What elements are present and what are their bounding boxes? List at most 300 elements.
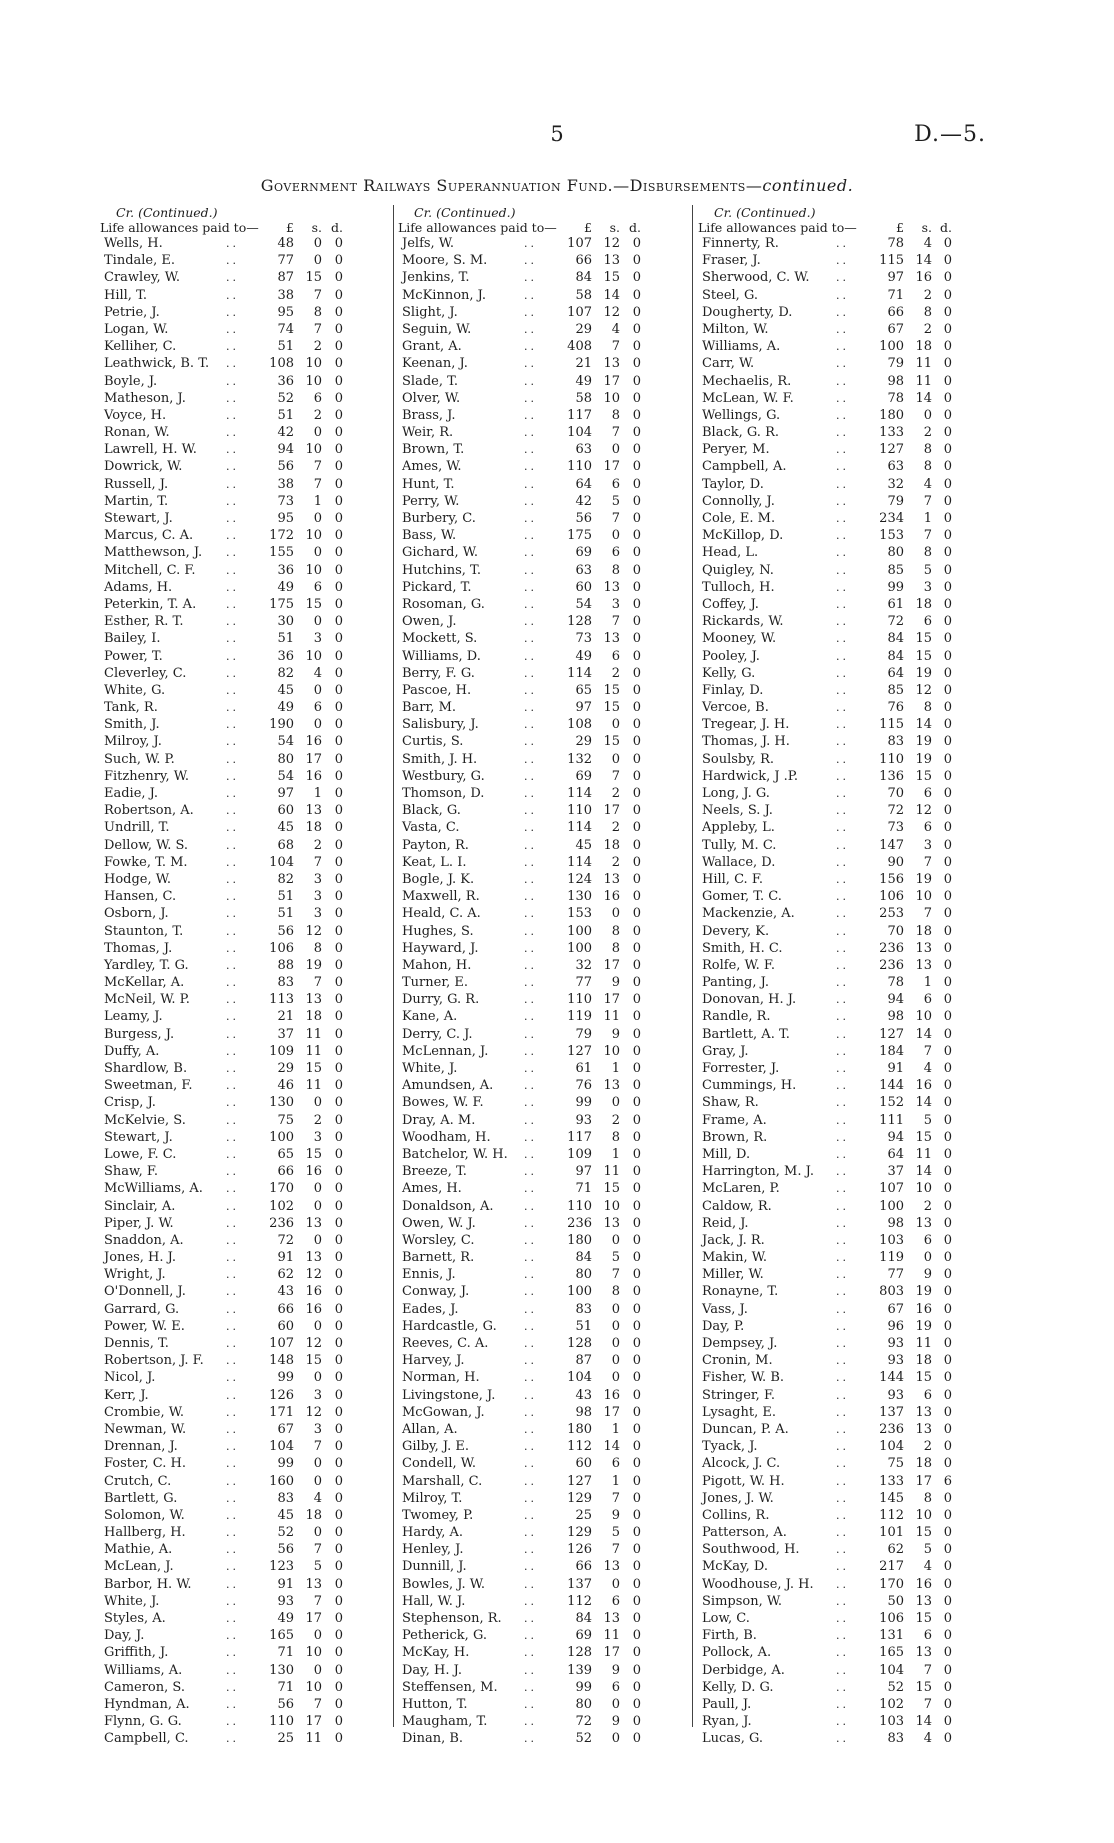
amount-shillings: 15	[305, 1353, 322, 1369]
amount-pounds: 36	[277, 648, 294, 664]
title-main: Government Railways Superannuation Fund.—Disbursements—	[260, 176, 763, 195]
amount-pounds: 160	[269, 1473, 294, 1489]
leader-dots: ..	[226, 1577, 239, 1591]
amount-pence: 0	[334, 768, 343, 784]
amount-pounds: 155	[269, 545, 294, 561]
amount-pence: 0	[334, 837, 343, 853]
allowance-row	[398, 1730, 686, 1747]
leader-dots: ..	[524, 838, 537, 852]
amount-pence: 0	[632, 1232, 641, 1248]
amount-pounds: 114	[567, 854, 592, 870]
allowance-row	[398, 1662, 686, 1679]
leader-dots: ..	[524, 494, 537, 508]
allowance-row	[100, 269, 388, 286]
amount-pence: 0	[632, 1559, 641, 1575]
amount-pence: 0	[943, 1095, 952, 1111]
recipient-name: Gomer, T. C.	[702, 889, 782, 905]
allowance-row	[398, 1283, 686, 1300]
recipient-name: Petrie, J.	[104, 304, 160, 320]
allowance-row	[398, 768, 686, 785]
amount-pounds: 60	[277, 803, 294, 819]
amount-pence: 0	[943, 253, 952, 269]
allowance-row	[398, 871, 686, 888]
amount-shillings: 1	[611, 1421, 620, 1437]
amount-pounds: 83	[887, 1731, 904, 1747]
amount-shillings: 3	[313, 871, 322, 887]
allowance-row	[698, 940, 1000, 957]
amount-shillings: 0	[611, 906, 620, 922]
amount-pence: 0	[943, 631, 952, 647]
leader-dots: ..	[524, 958, 537, 972]
amount-shillings: 13	[915, 1645, 932, 1661]
recipient-name: Petherick, G.	[402, 1628, 487, 1644]
leader-dots: ..	[226, 752, 239, 766]
leader-dots: ..	[524, 288, 537, 302]
amount-shillings: 18	[603, 837, 620, 853]
recipient-name: Rosoman, G.	[402, 596, 485, 612]
amount-shillings: 18	[305, 1507, 322, 1523]
amount-pence: 0	[943, 1112, 952, 1128]
amount-pence: 0	[943, 1439, 952, 1455]
recipient-name: Hardy, A.	[402, 1525, 464, 1541]
allowance-row	[698, 1026, 1000, 1043]
recipient-name: Griffith, J.	[104, 1645, 169, 1661]
amount-pounds: 84	[575, 1611, 592, 1626]
recipient-name: Tank, R.	[104, 700, 158, 716]
recipient-name: Wright, J.	[104, 1267, 166, 1283]
allowance-row	[698, 1404, 1000, 1421]
recipient-name: Peterkin, T. A.	[104, 596, 197, 612]
amount-pounds: 42	[575, 493, 592, 509]
allowance-row	[698, 235, 1000, 252]
amount-pounds: 60	[575, 579, 592, 595]
amount-pounds: 104	[567, 1370, 592, 1386]
amount-pounds: 83	[887, 734, 904, 750]
amount-pence: 0	[334, 425, 343, 441]
amount-shillings: 12	[305, 1336, 322, 1351]
amount-shillings: 0	[611, 1232, 620, 1248]
recipient-name: Barr, M.	[402, 700, 457, 716]
leader-dots: ..	[226, 1233, 239, 1247]
amount-shillings: 1	[923, 975, 932, 991]
allowance-row	[698, 751, 1000, 768]
amount-shillings: 13	[915, 1215, 932, 1231]
recipient-name: Lysaght, E.	[702, 1404, 776, 1420]
amount-shillings: 18	[305, 820, 322, 836]
column-subheading	[398, 220, 686, 235]
recipient-name: Norman, H.	[402, 1370, 480, 1386]
recipient-name: Hutton, T.	[402, 1696, 468, 1712]
leader-dots: ..	[226, 391, 239, 405]
amount-pounds: 38	[277, 287, 294, 303]
amount-shillings: 6	[611, 648, 620, 664]
amount-shillings: 17	[305, 1611, 322, 1626]
amount-pence: 0	[943, 1645, 952, 1661]
recipient-name: Hutchins, T.	[402, 562, 481, 578]
recipient-name: Pigott, W. H.	[702, 1473, 785, 1489]
recipient-name: Stringer, F.	[702, 1387, 776, 1403]
amount-shillings: 18	[915, 1456, 932, 1472]
amount-pence: 0	[632, 940, 641, 956]
recipient-name: Vass, J.	[702, 1301, 748, 1317]
recipient-name: Turner, E.	[402, 975, 468, 991]
amount-pounds: 70	[887, 923, 904, 939]
amount-pence: 0	[632, 528, 641, 544]
recipient-name: Long, J. G.	[702, 786, 770, 801]
amount-pounds: 45	[277, 682, 294, 698]
leader-dots: ..	[226, 563, 239, 577]
recipient-name: Collins, R.	[702, 1507, 770, 1523]
leader-dots: ..	[524, 924, 537, 938]
amount-shillings: 10	[603, 1043, 620, 1059]
amount-shillings: 2	[923, 287, 932, 303]
amount-pence: 0	[334, 1593, 343, 1609]
amount-pounds: 91	[277, 1576, 294, 1592]
leader-dots: ..	[226, 271, 239, 285]
allowance-row	[698, 1094, 1000, 1111]
recipient-name: Southwood, H.	[702, 1542, 800, 1558]
leader-dots: ..	[524, 1732, 537, 1746]
amount-pence: 0	[334, 1714, 343, 1730]
amount-shillings: 17	[603, 992, 620, 1008]
recipient-name: McLaren, P.	[702, 1181, 780, 1197]
amount-pounds: 32	[575, 957, 592, 973]
amount-shillings: 2	[923, 425, 932, 441]
allowance-row	[100, 905, 388, 922]
allowance-row	[698, 665, 1000, 682]
recipient-name: Jenkins, T.	[402, 270, 470, 286]
amount-shillings: 0	[313, 425, 322, 441]
leader-dots: ..	[524, 1440, 537, 1454]
allowance-row	[398, 923, 686, 940]
amount-pence: 0	[334, 1404, 343, 1420]
recipient-name: Randle, R.	[702, 1009, 771, 1025]
amount-pence: 0	[632, 1353, 641, 1369]
amount-pence: 0	[632, 1490, 641, 1506]
amount-pence: 0	[334, 1164, 343, 1180]
amount-shillings: 15	[603, 682, 620, 698]
amount-pounds: 76	[575, 1078, 592, 1094]
leader-dots: ..	[836, 254, 849, 268]
leader-dots: ..	[524, 1612, 537, 1625]
amount-shillings: 6	[923, 786, 932, 801]
recipient-name: Gichard, W.	[402, 545, 478, 561]
allowance-row	[100, 1008, 388, 1025]
recipient-name: Brass, J.	[402, 407, 456, 423]
allowance-row	[100, 1163, 388, 1180]
allowance-row	[100, 1404, 388, 1421]
recipient-name: Day, H. J.	[402, 1662, 462, 1678]
allowance-row	[698, 1524, 1000, 1541]
amount-pounds: 82	[277, 871, 294, 887]
amount-pence: 0	[632, 579, 641, 595]
amount-shillings: 13	[305, 1576, 322, 1592]
amount-pence: 0	[334, 1095, 343, 1111]
amount-pounds: 84	[575, 1250, 592, 1266]
recipient-name: Pooley, J.	[702, 648, 760, 664]
amount-pounds: 130	[269, 1095, 294, 1111]
amount-pence: 0	[943, 1318, 952, 1334]
leader-dots: ..	[836, 597, 849, 611]
amount-pence: 0	[632, 992, 641, 1008]
column-subheading	[698, 220, 1000, 235]
recipient-name: Frame, A.	[702, 1112, 767, 1128]
recipient-name: Mechaelis, R.	[702, 373, 792, 389]
allowance-row	[398, 1421, 686, 1438]
amount-shillings: 0	[611, 717, 620, 733]
leader-dots: ..	[524, 1216, 537, 1230]
allowance-row	[698, 837, 1000, 854]
amount-pounds: 61	[887, 596, 904, 612]
amount-shillings: 19	[915, 871, 932, 887]
recipient-name: Maxwell, R.	[402, 889, 480, 905]
amount-shillings: 7	[923, 528, 932, 544]
recipient-name: Bartlett, G.	[104, 1490, 178, 1506]
amount-pence: 0	[943, 1542, 952, 1558]
amount-pence: 0	[632, 889, 641, 905]
allowance-row	[100, 1026, 388, 1043]
amount-pence: 0	[943, 356, 952, 372]
recipient-name: Voyce, H.	[104, 407, 167, 423]
amount-pounds: 126	[567, 1542, 592, 1558]
recipient-name: Ryan, J.	[702, 1714, 752, 1730]
amount-pence: 0	[632, 1473, 641, 1489]
amount-shillings: 8	[923, 545, 932, 561]
allowance-row	[698, 630, 1000, 647]
allowance-row	[698, 1644, 1000, 1661]
amount-pence: 0	[943, 1456, 952, 1472]
recipient-name: Osborn, J.	[104, 906, 169, 922]
amount-pence: 0	[334, 614, 343, 630]
amount-pounds: 54	[277, 734, 294, 750]
allowance-row	[398, 355, 686, 372]
allowance-row	[100, 1473, 388, 1490]
allowance-row	[100, 1094, 388, 1111]
amount-pence: 0	[632, 373, 641, 389]
amount-pounds: 152	[879, 1095, 904, 1111]
amount-pence: 0	[632, 1095, 641, 1111]
amount-pounds: 110	[567, 803, 592, 819]
amount-shillings: 2	[313, 1112, 322, 1128]
recipient-name: Bartlett, A. T.	[702, 1026, 790, 1042]
amount-pence: 0	[334, 906, 343, 922]
amount-pounds: 45	[277, 1507, 294, 1523]
amount-pounds: 236	[879, 940, 904, 956]
amount-shillings: 8	[923, 700, 932, 716]
leader-dots: ..	[836, 1457, 849, 1471]
recipient-name: Paull, J.	[702, 1696, 752, 1712]
shillings-header: s.	[311, 220, 322, 235]
allowance-row	[100, 1249, 388, 1266]
leader-dots: ..	[836, 632, 849, 646]
amount-pence: 0	[943, 1061, 952, 1076]
allowance-row	[398, 493, 686, 510]
amount-pounds: 144	[879, 1370, 904, 1386]
amount-shillings: 8	[611, 1284, 620, 1300]
amount-shillings: 16	[305, 1301, 322, 1317]
amount-pence: 0	[334, 1146, 343, 1162]
amount-pounds: 43	[575, 1387, 592, 1403]
amount-pounds: 60	[277, 1318, 294, 1334]
recipient-name: Nicol, J.	[104, 1370, 156, 1386]
amount-shillings: 0	[313, 682, 322, 698]
amount-pounds: 123	[269, 1559, 294, 1575]
leader-dots: ..	[524, 357, 537, 371]
recipient-name: Foster, C. H.	[104, 1456, 186, 1472]
allowance-row	[398, 630, 686, 647]
recipient-name: Milton, W.	[702, 321, 769, 337]
amount-pence: 0	[334, 975, 343, 991]
amount-pence: 0	[632, 1301, 641, 1317]
amount-shillings: 0	[611, 1696, 620, 1712]
leader-dots: ..	[226, 1457, 239, 1471]
leader-dots: ..	[524, 1543, 537, 1557]
leader-dots: ..	[226, 1027, 239, 1041]
amount-pence: 0	[632, 1387, 641, 1403]
leader-dots: ..	[836, 477, 849, 491]
recipient-name: Tully, M. C.	[702, 837, 777, 853]
pence-header: d.	[940, 220, 952, 235]
allowance-row	[100, 1524, 388, 1541]
amount-pounds: 29	[575, 734, 592, 750]
recipient-name: Snaddon, A.	[104, 1232, 184, 1248]
recipient-name: Miller, W.	[702, 1267, 764, 1283]
amount-pence: 0	[334, 1318, 343, 1334]
amount-pence: 0	[632, 545, 641, 561]
amount-pence: 0	[334, 1473, 343, 1489]
title-continued: continued.	[762, 176, 854, 195]
amount-pence: 0	[943, 682, 952, 698]
amount-shillings: 14	[915, 1095, 932, 1111]
leader-dots: ..	[226, 1560, 239, 1574]
recipient-name: Kelly, D. G.	[702, 1679, 774, 1695]
amount-pounds: 49	[277, 1611, 294, 1626]
amount-pounds: 100	[879, 1198, 904, 1214]
amount-shillings: 1	[611, 1061, 620, 1076]
amount-pence: 0	[632, 1525, 641, 1541]
leader-dots: ..	[524, 1165, 537, 1179]
amount-pence: 0	[943, 407, 952, 423]
leader-dots: ..	[524, 597, 537, 611]
recipient-name: Cole, E. M.	[702, 511, 776, 526]
amount-shillings: 13	[603, 253, 620, 269]
recipient-name: Ronayne, T.	[702, 1284, 779, 1300]
recipient-name: Ames, W.	[402, 459, 462, 475]
leader-dots: ..	[226, 1594, 239, 1608]
allowance-row	[698, 905, 1000, 922]
amount-shillings: 7	[611, 1490, 620, 1506]
allowance-row	[698, 1335, 1000, 1352]
amount-pounds: 78	[887, 975, 904, 991]
leader-dots: ..	[836, 838, 849, 852]
amount-pounds: 58	[575, 390, 592, 406]
amount-pounds: 236	[269, 1215, 294, 1231]
recipient-name: Pickard, T.	[402, 579, 472, 595]
amount-shillings: 7	[313, 1542, 322, 1558]
amount-pounds: 114	[567, 786, 592, 801]
amount-pence: 0	[632, 1129, 641, 1145]
amount-pence: 0	[334, 957, 343, 973]
amount-shillings: 17	[915, 1473, 932, 1489]
leader-dots: ..	[524, 1663, 537, 1677]
leader-dots: ..	[524, 632, 537, 646]
recipient-name: Devery, K.	[702, 923, 770, 939]
recipient-name: Cameron, S.	[104, 1679, 185, 1695]
allowance-row	[398, 733, 686, 750]
allowance-row	[100, 837, 388, 854]
amount-shillings: 7	[611, 768, 620, 784]
allowance-row	[100, 1490, 388, 1507]
allowance-row	[698, 802, 1000, 819]
recipient-name: Power, W. E.	[104, 1318, 185, 1334]
leader-dots: ..	[836, 1663, 849, 1677]
amount-pounds: 36	[277, 373, 294, 389]
allowance-row	[698, 1369, 1000, 1386]
amount-shillings: 11	[915, 1336, 932, 1351]
leader-dots: ..	[836, 1113, 849, 1127]
allowance-row	[398, 665, 686, 682]
allowance-row	[100, 1696, 388, 1713]
amount-pounds: 60	[575, 1456, 592, 1472]
amount-shillings: 6	[923, 1232, 932, 1248]
amount-shillings: 5	[611, 1525, 620, 1541]
recipient-name: Hunt, T.	[402, 476, 455, 492]
allowance-row	[398, 1696, 686, 1713]
amount-shillings: 7	[923, 1696, 932, 1712]
amount-pounds: 85	[887, 682, 904, 698]
allowance-row	[698, 871, 1000, 888]
leader-dots: ..	[836, 322, 849, 336]
amount-shillings: 15	[915, 1129, 932, 1145]
amount-shillings: 0	[923, 1250, 932, 1266]
allowance-row	[100, 544, 388, 561]
amount-pounds: 112	[567, 1593, 592, 1609]
amount-pence: 0	[334, 459, 343, 475]
recipient-name: Cummings, H.	[702, 1078, 797, 1094]
leader-dots: ..	[226, 872, 239, 886]
amount-pounds: 112	[879, 1507, 904, 1523]
amount-pence: 0	[943, 287, 952, 303]
amount-pounds: 111	[879, 1112, 904, 1128]
amount-shillings: 11	[915, 1146, 932, 1162]
leader-dots: ..	[226, 529, 239, 543]
amount-pounds: 49	[277, 579, 294, 595]
amount-pence: 0	[632, 614, 641, 630]
recipient-name: Hansen, C.	[104, 889, 177, 905]
leader-dots: ..	[524, 271, 537, 285]
amount-pence: 0	[943, 236, 952, 251]
leader-dots: ..	[226, 838, 239, 852]
leader-dots: ..	[524, 1594, 537, 1608]
amount-pence: 0	[632, 493, 641, 509]
amount-pence: 0	[334, 493, 343, 509]
recipient-name: Sherwood, C. W.	[702, 270, 810, 286]
amount-pounds: 100	[567, 1284, 592, 1300]
amount-pence: 0	[943, 854, 952, 870]
amount-shillings: 9	[923, 1267, 932, 1283]
amount-pence: 0	[943, 614, 952, 630]
leader-dots: ..	[836, 787, 849, 800]
recipient-name: Cronin, M.	[702, 1353, 773, 1369]
amount-pence: 0	[334, 1215, 343, 1231]
recipient-name: Heald, C. A.	[402, 906, 481, 922]
amount-shillings: 0	[313, 1370, 322, 1386]
amount-pounds: 76	[887, 700, 904, 716]
amount-pence: 0	[943, 803, 952, 819]
recipient-name: Reid, J.	[702, 1215, 749, 1231]
allowance-row	[398, 957, 686, 974]
recipient-name: Robertson, A.	[104, 803, 194, 819]
